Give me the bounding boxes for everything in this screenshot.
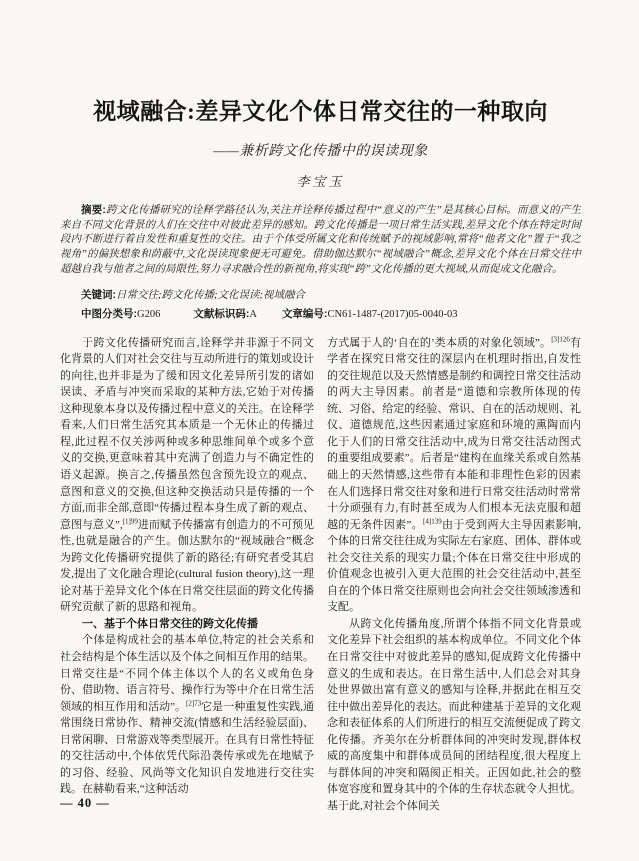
article-id-item — [282, 309, 458, 320]
abstract-text: 跨文化传播研究的诠释学路径认为,关注并诠释传播过程中“意义的产生”是其核心目标。而意义的产生来自不同文化背景的人们在交往中对彼此差异的感知。跨文化传播是一项日常生活实践,差异文化个体在特定时间段内不断进行着自发性和重复性的交往。由于个体受所属文化和传统赋予的视域影响,常将“他者文化”置于“我之视角”的偏狭想象和荫蔽中,文化误读现象便无可避免。借助伽达默尔“视域融合”概念,差异文化个体在日常交往中超越自我与他者之间的局限性,努力寻求融合性的新视角,将实现“跨”文化传播的更大视域,从而促成文化融合。 — [60, 204, 581, 275]
classification-line — [60, 307, 581, 322]
page-number: — 40 — — [60, 796, 110, 810]
document-code-value: A — [249, 308, 257, 320]
document-code-label: 文献标识码: — [193, 307, 250, 320]
body-paragraph: 方式属于人的‘自在的’类本质的对象化领域”。$^{[3]126}$有学者在探究日常交往的深层内在机理时指出,自发性的交往规范以及天然情感是制约和调控日常交往活动的两大主导因素。前者是“道德和宗教所体现的传统、习俗、给定的经验、常识、自在的活动规则、礼仪、道德规范,这些因素通过家庭和环境的熏陶而内化于人们的日常交往活动中,成为日常交往活动图式的重要组成要素”。后者是“建构在血缘关系或自然基础上的天然情感,这些带有本能和非理性色彩的因素在人们选择日常交往对象和进行日常交往活动时常常十分顽强有力,有时甚至成为人们根本无法克服和超越的无条件因素”。$^{[4]139}$由于受到两大主导因素影响,个体的日常交往往成为实际左右家庭、团体、群体或社会交往关系的现实力量;个体在日常交往中形成的价值观念也被引入更大范围的社会交往活动中,甚至自在的个体日常交往原则也会向社会交往领域渗透和支配。 — [327, 334, 581, 614]
abstract-label: 摘要: — [81, 203, 106, 216]
clc-value: G206 — [137, 308, 161, 320]
left-column — [60, 335, 314, 815]
keywords-label: 关键词: — [81, 288, 116, 301]
body-columns — [60, 335, 581, 815]
abstract-paragraph — [60, 203, 581, 278]
article-author: 李宝玉 — [296, 173, 345, 189]
body-paragraph: 个体是构成社会的基本单位,特定的社会关系和社会结构是个体生活以及个体之间相互作用的结果。日常交往是“不同个体主体以个人的名义或角色身份、借助物、语言符号、操作行为等中介在日常生活领域的相互作用和活动”。$^{[2]73}$它是一种重复性实践,通常围绕日常协作、精神交流(情感和生活经验层面)、日常闲聊、日常游戏等类型展开。在具有日常性特征的交往活动中,个体依凭代际沿袭传承或先在地赋予的习俗、经验、风尚等文化知识自发地进行交往实践。在赫勒看来,“这种活动 — [60, 634, 314, 796]
clc-item — [81, 309, 160, 320]
document-code-item — [193, 309, 257, 320]
article-title: 视域融合:差异文化个体日常交往的一种取向 — [93, 99, 548, 124]
section-heading-1: 一、基于个体日常交往的跨文化传播 — [82, 617, 258, 630]
body-paragraph: 从跨文化传播角度,所谓个体指不同文化背景或文化差异下社会组织的基本构成单位。不同文化个体在日常交往中对彼此差异的感知,促成跨文化传播中意义的生成和表达。在日常生活中,人们总会对其身处世界做出富有意义的感知与诠释,并据此在相互交往中做出差异化的表达。而此种建基于差异的文化观念和表征体系的人们所进行的相互交流便促成了跨文化传播。齐美尔在分析群体间的冲突时发现,群体权威的高度集中和群体成员间的团结程度,很大程度上与群体间的冲突和隔阂正相关。正因如此,社会的整体宽容度和置身其中的个体的生存状态就令人担忧。基于此,对社会个体间关 — [327, 617, 581, 812]
article-id-value: CN61-1487-(2017)05-0040-03 — [327, 308, 458, 320]
body-paragraph: 于跨文化传播研究而言,诠释学并非源于不同文化背景的人们对社会交往与互动所进行的策划或设计的向往,也并非是为了缓和因文化差异所引发的诸如误读、矛盾与冲突而采取的某种方法,它始于对传播这种现象本身以及传播过程中意义的关注。在诠释学看来,人们日常生活究其本质是一个无休止的传播过程,此过程不仅关涉两种或多种思维间单个或多个意义的交换,更意味着其中充满了创造力与不确定性的语义起源。换言之,传播虽然包含预先设立的观点、意图和意义的交换,但这种交换活动只是传播的一个方面,而非全部,意即“传播过程本身生成了新的观点、意图与意义”,$^{[1]99}$进而赋予传播富有创造力的不可预见性,也就是融合的产生。伽达默尔的“视域融合”概念为跨文化传播研究提供了新的路径;有研究者受其启发,提出了文化融合理论(cultural fusion theory),这一理论对基于差异文化个体在日常交往层面的跨文化传播研究贡献了新的思路和视角。 — [60, 336, 315, 614]
right-column — [327, 335, 581, 815]
article-subtitle: ——兼析跨文化传播中的误读现象 — [213, 143, 428, 159]
keywords-text: 日常交往;跨文化传播;文化误读;视域融合 — [116, 289, 305, 301]
keywords-line — [60, 288, 581, 304]
article-id-label: 文章编号: — [281, 307, 328, 320]
clc-label: 中图分类号: — [81, 307, 137, 320]
